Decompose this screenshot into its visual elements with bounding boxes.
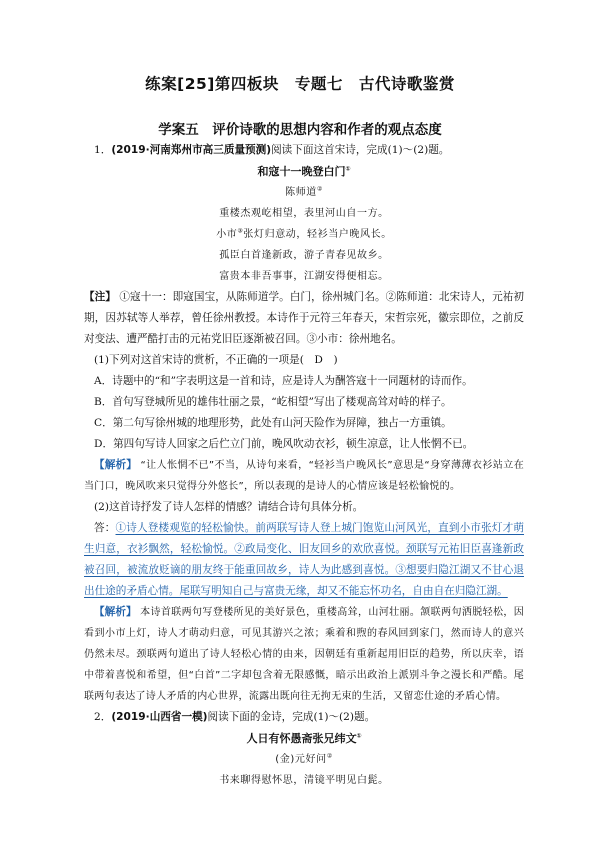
answer-label: 答： xyxy=(94,522,116,534)
poem-line-prefix: 小市 xyxy=(216,229,238,240)
question-number: 2． xyxy=(94,711,112,723)
question-number: 1． xyxy=(94,144,112,156)
analysis-text: “让人怅惘不已”不当，从诗句来看，“轻衫当户晚风长”意思是“身穿薄薄衣衫站立在当门口，晚风吹来只觉得分外悠长”，所以表现的是诗人的心情应该是轻松愉悦的。 xyxy=(84,460,525,492)
poem-1-author xyxy=(84,182,524,203)
poem-title-text: 和寇十一晚登白门 xyxy=(257,165,346,178)
sub-question-1-analysis xyxy=(84,455,524,497)
sub-question-2-stem: (2)这首诗抒发了诗人怎样的情感？请结合诗句具体分析。 xyxy=(94,501,364,513)
note-label: 【注】 xyxy=(84,291,116,303)
question-source: (2019·河南郑州市高三质量预测) xyxy=(111,144,272,156)
footnote-marker: ② xyxy=(326,752,333,760)
answer-text: ①诗人登楼观览的轻松愉快。前两联写诗人登上城门饱览山河风光，直到小市张灯才萌生归意，衣衫飘然，轻松愉悦。②政局变化、旧友回乡的欢欣喜悦。颈联写元祐旧臣喜逢新政被召回，被流放贬谪的朋友终于能重回故乡，诗人为此感到喜悦。③想要归隐江湖又不甘心退出仕途的矛盾心情。尾联写明知自己与富贵无缘，却又不能忘怀功名，自由自在归隐江湖。 xyxy=(84,522,525,597)
sub-question-2-analysis xyxy=(84,602,524,707)
poem-line xyxy=(84,224,524,245)
poem-line: 书来聊得慰怀思，清镜平明见白髭。 xyxy=(219,775,389,786)
poem-2-title xyxy=(84,728,524,749)
option-a: A．诗题中的“和”字表明这是一首和诗，应是诗人为酬答寇十一同题材的诗而作。 xyxy=(94,375,473,387)
analysis-label: 【解析】 xyxy=(94,459,137,471)
poem-line: 富贵本非吾事事，江湖安得便相忘。 xyxy=(219,271,389,282)
option-b: B．首句写登城所见的雄伟壮丽之景，“屹相望”写出了楼观高耸对峙的样子。 xyxy=(94,396,452,408)
document-body xyxy=(84,140,524,791)
poem-title-text: 人日有怀愚斋张兄纬文 xyxy=(246,732,357,745)
poem-note xyxy=(84,287,524,350)
poem-line: 孤臣白首逢新政，游子青春见故乡。 xyxy=(219,250,389,261)
question-source: (2019·山西省一模) xyxy=(111,711,208,723)
question-2-intro xyxy=(84,707,524,728)
page-title: 练案[25]第四板块 专题七 古代诗歌鉴赏 xyxy=(145,75,455,93)
author-name: 陈师道 xyxy=(285,187,317,198)
option-d: D．第四句写诗人回家之后伫立门前，晚风吹动衣衫，顿生凉意，让人怅惘不已。 xyxy=(94,438,474,450)
sub-question-1-stem: (1)下列对这首宋诗的赏析，不正确的一项是( D ) xyxy=(94,354,338,366)
poem-1-title xyxy=(84,161,524,182)
footnote-marker: ③ xyxy=(237,227,244,235)
poem-line-text: 张灯归意动，轻衫当户晚风长。 xyxy=(243,229,392,240)
poem-2-author xyxy=(84,749,524,770)
author-name: (金)元好问 xyxy=(275,754,327,765)
footnote-marker: ① xyxy=(345,165,351,173)
footnote-marker: ① xyxy=(356,732,362,740)
poem-line: 重楼杰观屹相望，表里河山自一方。 xyxy=(219,208,389,219)
footnote-marker: ② xyxy=(316,185,323,193)
question-instruction: 阅读下面的金诗，完成(1)～(2)题。 xyxy=(207,711,376,723)
section-subtitle: 学案五 评价诗歌的思想内容和作者的观点态度 xyxy=(158,122,442,138)
question-1-intro xyxy=(84,140,524,161)
sub-question-2-answer xyxy=(84,518,524,602)
note-text: ①寇十一：即寇国宝，从陈师道学。白门，徐州城门名。②陈师道：北宋诗人，元祐初期，因苏轼等人举荐，曾任徐州教授。本诗作于元符三年春天，宋哲宗死，徽宗即位，之前反对变法、遭严酷打击的元祐党旧臣逐渐被召回。③小市：徐州地名。 xyxy=(84,291,525,345)
question-instruction: 阅读下面这首宋诗，完成(1)～(2)题。 xyxy=(271,144,450,156)
analysis-text: 本诗首联两句写登楼所见的美好景色，重楼高耸，山河壮丽。颔联两句洒脱轻松，因看到小市上灯，诗人才萌动归意，可见其游兴之浓；乘着和煦的春风回到家门，然而诗人的意兴仍然未尽。颈联两句道出了诗人轻松心情的由来，因朝廷有重新起用旧臣的趋势，所以庆幸，语中带着喜悦和希望，但“白首”二字却包含着无限感慨，暗示出政治上派别斗争之漫长和严酷。尾联两句表达了诗人矛盾的内心世界，流露出既向往无拘无束的生活，又留恋仕途的矛盾心情。 xyxy=(84,607,524,702)
analysis-label: 【解析】 xyxy=(94,606,137,618)
option-c: C．第二句写徐州城的地理形势，此处有山河天险作为屏障，独占一方重镇。 xyxy=(94,417,452,429)
